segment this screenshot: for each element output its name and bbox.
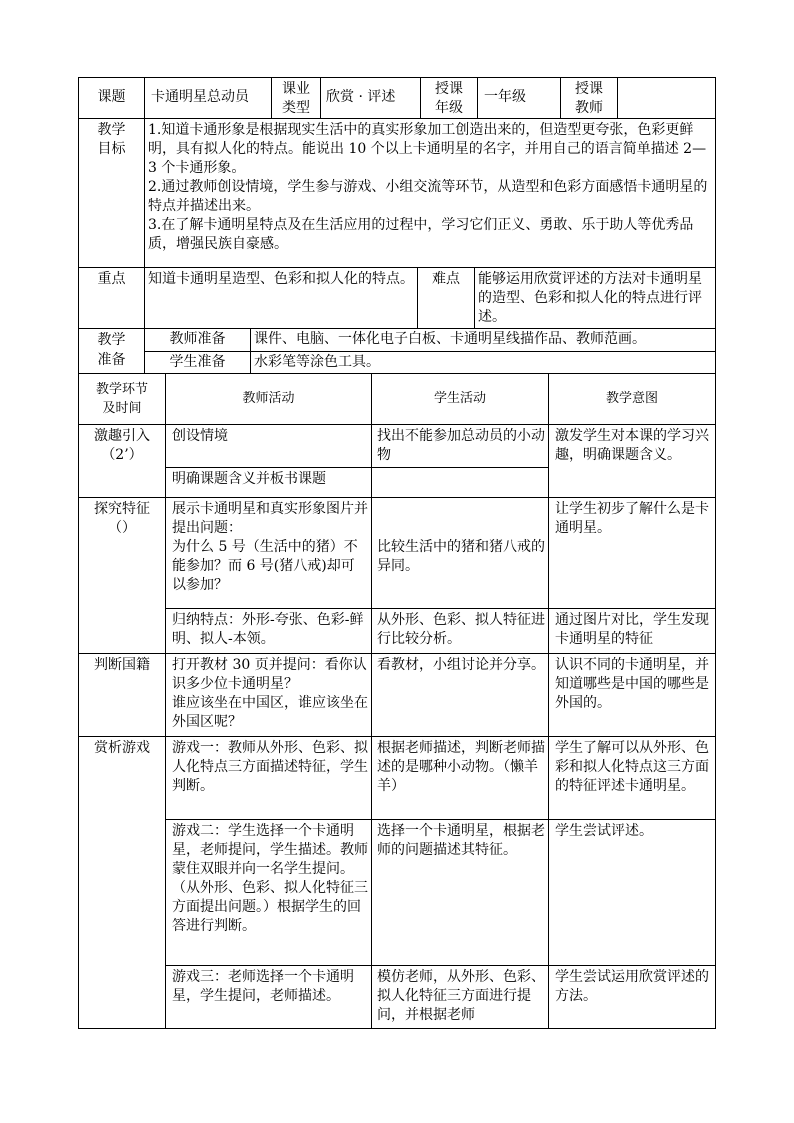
rule-line — [548, 373, 549, 1029]
rule-line — [165, 608, 716, 609]
rule-line — [271, 77, 272, 119]
stage-2-intent-1: 让学生初步了解什么是卡通明星。 — [555, 501, 709, 536]
prep-student-label: 学生准备 — [169, 354, 226, 370]
stage-2-teacher-2: 归纳特点：外形-夸张、色彩-鲜明、拟人-本领。 — [172, 612, 364, 647]
focus-text: 知道卡通明星造型、色彩和拟人化的特点。 — [148, 271, 414, 287]
stage-1-student-2 — [372, 468, 548, 497]
rule-line — [144, 351, 716, 352]
column-header-student: 学生活动 — [433, 391, 486, 406]
rule-line — [474, 267, 475, 329]
stage-1-teacher-1: 创设情境 — [172, 428, 228, 444]
rule-line — [560, 77, 561, 119]
rule-line — [78, 373, 716, 374]
stage-1-teacher-2: 明确课题含义并板书课题 — [172, 471, 326, 487]
rule-line — [78, 328, 716, 329]
rule-line — [78, 118, 716, 119]
stage-3-student-1: 看教材，小组讨论并分享。 — [377, 657, 545, 673]
rule-line — [477, 77, 478, 119]
goals-label: 教学 目标 — [97, 122, 126, 157]
rule-line — [144, 118, 145, 374]
type-label: 课业 类型 — [282, 81, 310, 116]
rule-line — [715, 77, 716, 1029]
topic-label: 课题 — [97, 89, 126, 105]
stage-1-intent: 激发学生对本课的学习兴趣，明确课题含义。 — [555, 428, 709, 463]
stage-2-student-2: 从外形、色彩、拟人特征进行比较分析。 — [377, 612, 545, 647]
stage-1-student-1: 找出不能参加总动员的小动物 — [377, 428, 545, 463]
rule-line — [78, 267, 716, 268]
topic-value: 卡通明星总动员 — [151, 89, 249, 105]
rule-line — [417, 267, 418, 329]
stage-2-teacher-1: 展示卡通明星和真实形象图片并提出问题： 为什么 5 号（生活中的猪）不能参加？而 6 号(猪八戒)却可以参加？ — [172, 501, 368, 593]
rule-line — [165, 819, 716, 820]
stage-4-intent-3: 学生尝试运用欣赏评述的方法。 — [555, 969, 709, 1004]
stage-4-name: 赏析游戏 — [94, 740, 150, 756]
stage-4-teacher-2: 游戏二：学生选择一个卡通明星，老师提问，学生描述。教师蒙住双眼并向一名学生提问。（从外形、色彩、拟人化特征三方面提出问题。）根据学生的回答进行判断。 — [172, 823, 368, 934]
rule-line — [78, 77, 79, 1029]
stage-4-student-3: 模仿老师，从外形、色彩、拟人化特征三方面进行提问，并根据老师 — [377, 969, 545, 1023]
stage-3-teacher-1: 打开教材 30 页并提问：看你认识多少位卡通明星？ 谁应该坐在中国区，谁应该坐在外国区呢？ — [172, 657, 368, 730]
stage-1-name: 激趣引入 （2’） — [94, 428, 150, 463]
grade-label: 授课 年级 — [435, 81, 463, 116]
rule-line — [78, 77, 716, 78]
stage-4-teacher-3: 游戏三：老师选择一个卡通明星，学生提问，老师描述。 — [172, 969, 354, 1004]
stage-2-name: 探究特征 （） — [94, 501, 150, 536]
stage-2-intent-2: 通过图片对比，学生发现卡通明星的特征 — [555, 612, 709, 647]
rule-line — [78, 424, 716, 425]
rule-line — [371, 373, 372, 1029]
stage-4-student-2: 选择一个卡通明星，根据老师的问题描述其特征。 — [377, 823, 545, 858]
type-value: 欣赏 · 评述 — [326, 89, 396, 105]
stage-3-intent-1: 认识不同的卡通明星，并知道哪些是中国的哪些是外国的。 — [555, 657, 709, 711]
difficulty-label: 难点 — [432, 271, 460, 287]
focus-label: 重点 — [97, 271, 126, 287]
rule-line — [165, 467, 549, 468]
stage-3-name: 判断国籍 — [94, 657, 150, 673]
column-header-stage: 教学环节 及时间 — [95, 382, 148, 416]
stage-2-student-1: 比较生活中的猪和猪八戒的异同。 — [377, 539, 545, 574]
rule-line — [78, 497, 716, 498]
stage-4-intent-1: 学生了解可以从外形、色彩和拟人化特点这三方面的特征评述卡通明星。 — [555, 740, 709, 794]
rule-line — [78, 653, 716, 654]
rule-line — [78, 736, 716, 737]
prep-student-text: 水彩笔等涂色工具。 — [254, 354, 380, 370]
teacher-value — [618, 78, 715, 118]
rule-line — [165, 373, 166, 1029]
stage-4-teacher-1: 游戏一：教师从外形、色彩、拟人化特点三方面描述特征，学生判断。 — [172, 740, 368, 794]
teacher-label: 授课 教师 — [575, 81, 603, 116]
column-header-teacher: 教师活动 — [242, 391, 295, 406]
rule-line — [250, 328, 251, 374]
rule-line — [144, 77, 145, 119]
rule-line — [617, 77, 618, 119]
difficulty-text: 能够运用欣赏评述的方法对卡通明星的造型、色彩和拟人化的特点进行评述。 — [478, 271, 702, 325]
prep-label: 教学 准备 — [97, 332, 126, 368]
prep-teacher-text: 课件、电脑、一体化电子白板、卡通明星线描作品、教师范画。 — [254, 331, 646, 347]
rule-line — [165, 965, 716, 966]
column-header-intent: 教学意图 — [605, 391, 658, 406]
grade-value: 一年级 — [484, 89, 526, 105]
stage-4-intent-2: 学生尝试评述。 — [555, 823, 653, 839]
rule-line — [420, 77, 421, 119]
prep-teacher-label: 教师准备 — [169, 331, 226, 347]
stage-4-student-1: 根据老师描述，判断老师描述的是哪种小动物。（懒羊羊） — [377, 740, 545, 794]
goals-text: 1.知道卡通形象是根据现实生活中的真实形象加工创造出来的，但造型更夸张，色彩更鲜明，具有拟人化的特点。能说出 10 个以上卡通明星的名字，并用自己的语言简单描述 2—3 个卡通形象。 2.通过教师创设情境，学生参与游戏、小组交流等环节，从造型和色彩方面感悟卡通明星的特点并描述出来。 3.在了解卡通明星特点及在生活应用的过程中，学习它们正义、勇敢、乐于助人等优秀品质，增强民族自豪感。 — [148, 122, 708, 252]
rule-line — [320, 77, 321, 119]
rule-line — [78, 1028, 716, 1029]
